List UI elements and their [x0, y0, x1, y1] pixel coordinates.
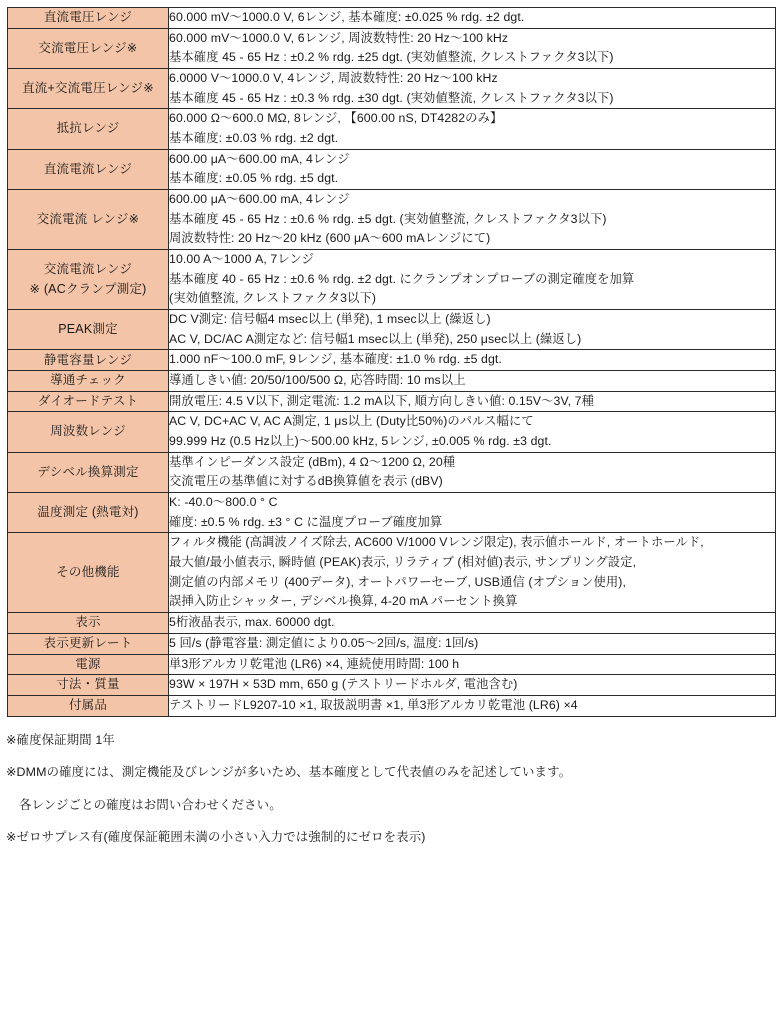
- spec-value-line: 交流電圧の基準値に対するdB換算値を表示 (dBV): [169, 474, 443, 489]
- spec-label-line: 導通チェック: [50, 373, 126, 388]
- spec-value-line: DC V測定: 信号幅4 msec以上 (単発), 1 msec以上 (繰返し): [169, 312, 491, 327]
- table-row: [8, 633, 776, 654]
- spec-value-cell: [169, 250, 776, 310]
- table-row: [8, 69, 776, 109]
- spec-value-cell: [169, 613, 776, 634]
- spec-label-line: 寸法・質量: [56, 677, 120, 692]
- spec-label-cell: [8, 8, 169, 29]
- spec-label-cell: [8, 250, 169, 310]
- specification-table: [7, 7, 776, 717]
- spec-value-cell: [169, 350, 776, 371]
- spec-label-line: 交流電流レンジ: [43, 262, 133, 277]
- spec-value-line: 93W × 197H × 53D mm, 650 g (テストリードホルダ, 電池含む): [169, 677, 518, 692]
- spec-label-cell: [8, 533, 169, 613]
- spec-label-cell: [8, 69, 169, 109]
- spec-label-line: PEAK測定: [58, 322, 118, 337]
- spec-label-cell: [8, 310, 169, 350]
- spec-label-line: デシベル換算測定: [37, 464, 139, 479]
- spec-value-line: AC V, DC/AC A測定など: 信号幅1 msec以上 (単発), 250 μsec以上 (繰返し): [169, 331, 582, 346]
- table-row: [8, 149, 776, 189]
- spec-label-line: 周波数レンジ: [50, 424, 126, 439]
- spec-label-line: その他機能: [56, 565, 120, 580]
- spec-label-line: 直流+交流電圧レンジ※: [22, 81, 154, 95]
- spec-label-line: ダイオードテスト: [37, 393, 139, 408]
- spec-value-line: 基本確度 45 - 65 Hz : ±0.6 % rdg. ±5 dgt. (実効値整流, クレストファクタ3以下): [169, 211, 607, 226]
- spec-label-cell: [8, 452, 169, 492]
- spec-value-line: テストリードL9207-10 ×1, 取扱説明書 ×1, 単3形アルカリ乾電池 (LR6) ×4: [169, 697, 578, 712]
- footnotes: [6, 731, 783, 847]
- spec-value-line: 60.000 Ω〜600.0 MΩ, 8レンジ, 【600.00 nS, DT4282のみ】: [169, 111, 503, 126]
- spec-value-line: 600.00 μA〜600.00 mA, 4レンジ: [169, 192, 350, 207]
- spec-value-line: 誤挿入防止シャッター, デシベル換算, 4-20 mA パーセント換算: [169, 594, 518, 609]
- spec-label-line: 付属品: [68, 697, 108, 712]
- spec-value-line: 10.00 A〜1000 A, 7レンジ: [169, 252, 314, 267]
- spec-value-cell: [169, 675, 776, 696]
- spec-value-line: 開放電圧: 4.5 V以下, 測定電流: 1.2 mA以下, 順方向しきい値: 0.15V〜3V, 7種: [169, 393, 594, 408]
- table-row: [8, 190, 776, 250]
- spec-value-line: (実効値整流, クレストファクタ3以下): [169, 291, 377, 306]
- table-row: [8, 695, 776, 716]
- spec-value-line: 1.000 nF〜100.0 mF, 9レンジ, 基本確度: ±1.0 % rdg. ±5 dgt.: [169, 352, 502, 367]
- table-row: [8, 109, 776, 149]
- spec-value-line: K: -40.0〜800.0 ° C: [169, 495, 278, 510]
- table-row: [8, 371, 776, 392]
- spec-label-cell: [8, 675, 169, 696]
- spec-value-cell: [169, 533, 776, 613]
- footnote-line: ※確度保証期間 1年: [6, 732, 115, 747]
- spec-value-line: 基本確度 45 - 65 Hz : ±0.3 % rdg. ±30 dgt. (実効値整流, クレストファクタ3以下): [169, 90, 614, 105]
- spec-value-line: 最大値/最小値表示, 瞬時値 (PEAK)表示, リラティブ (相対値)表示, サンプリング設定,: [169, 555, 637, 570]
- spec-value-line: 周波数特性: 20 Hz〜20 kHz (600 μA〜600 mAレンジにて): [169, 231, 491, 246]
- spec-value-cell: [169, 412, 776, 452]
- spec-value-line: 基本確度 45 - 65 Hz : ±0.2 % rdg. ±25 dgt. (実効値整流, クレストファクタ3以下): [169, 50, 614, 65]
- table-row: [8, 412, 776, 452]
- spec-label-cell: [8, 391, 169, 412]
- spec-value-line: 60.000 mV〜1000.0 V, 6レンジ, 周波数特性: 20 Hz〜100 kHz: [169, 30, 509, 45]
- spec-label-cell: [8, 28, 169, 68]
- spec-label-cell: [8, 149, 169, 189]
- spec-label-cell: [8, 613, 169, 634]
- spec-label-line: 静電容量レンジ: [43, 352, 133, 367]
- spec-value-line: 単3形アルカリ乾電池 (LR6) ×4, 連続使用時間: 100 h: [169, 656, 460, 671]
- spec-label-cell: [8, 412, 169, 452]
- spec-value-line: AC V, DC+AC V, AC A測定, 1 μs以上 (Duty比50%)のパルス幅にて: [169, 414, 534, 429]
- spec-label-cell: [8, 109, 169, 149]
- table-row: [8, 350, 776, 371]
- spec-value-cell: [169, 654, 776, 675]
- spec-label-cell: [8, 633, 169, 654]
- table-row: [8, 654, 776, 675]
- spec-value-cell: [169, 69, 776, 109]
- footnote-line: 各レンジごとの確度はお問い合わせください。: [19, 797, 282, 812]
- spec-value-cell: [169, 28, 776, 68]
- spec-label-line: ※ (ACクランプ測定): [29, 281, 147, 296]
- spec-value-line: 5 回/s (静電容量: 測定値により0.05〜2回/s, 温度: 1回/s): [169, 635, 479, 650]
- spec-value-cell: [169, 391, 776, 412]
- table-row: [8, 391, 776, 412]
- spec-value-cell: [169, 695, 776, 716]
- spec-label-line: 温度測定 (熱電対): [37, 505, 139, 520]
- spec-label-line: 表示: [75, 615, 101, 630]
- spec-value-cell: [169, 149, 776, 189]
- spec-value-line: 60.000 mV〜1000.0 V, 6レンジ, 基本確度: ±0.025 % rdg. ±2 dgt.: [169, 10, 525, 24]
- spec-label-cell: [8, 371, 169, 392]
- spec-value-cell: [169, 109, 776, 149]
- spec-value-cell: [169, 371, 776, 392]
- spec-label-line: 直流電圧レンジ: [43, 10, 133, 25]
- table-row: [8, 613, 776, 634]
- spec-label-line: 電源: [75, 656, 101, 671]
- table-row: [8, 452, 776, 492]
- spec-value-cell: [169, 8, 776, 29]
- spec-value-cell: [169, 493, 776, 533]
- table-row: [8, 8, 776, 29]
- spec-label-cell: [8, 190, 169, 250]
- spec-label-line: 直流電流レンジ: [43, 161, 133, 176]
- spec-value-line: 基本確度: ±0.05 % rdg. ±5 dgt.: [169, 171, 339, 186]
- footnote-line: ※ゼロサプレス有(確度保証範囲未満の小さい入力では強制的にゼロを表示): [6, 830, 426, 845]
- table-row: [8, 533, 776, 613]
- spec-value-line: 6.0000 V〜1000.0 V, 4レンジ, 周波数特性: 20 Hz〜100 kHz: [169, 71, 498, 86]
- table-row: [8, 28, 776, 68]
- table-row: [8, 493, 776, 533]
- specification-table-body: [8, 8, 776, 717]
- spec-value-line: 基準インピーダンス設定 (dBm), 4 Ω〜1200 Ω, 20種: [169, 454, 456, 469]
- spec-value-cell: [169, 310, 776, 350]
- table-row: [8, 250, 776, 310]
- spec-label-cell: [8, 493, 169, 533]
- spec-value-cell: [169, 190, 776, 250]
- spec-value-line: 基本確度: ±0.03 % rdg. ±2 dgt.: [169, 131, 339, 146]
- footnote-line: ※DMMの確度には、測定機能及びレンジが多いため、基本確度として代表値のみを記述しています。: [6, 765, 572, 780]
- spec-value-line: 600.00 μA〜600.00 mA, 4レンジ: [169, 151, 350, 166]
- spec-value-cell: [169, 633, 776, 654]
- spec-value-line: 基本確度 40 - 65 Hz : ±0.6 % rdg. ±2 dgt. にクランプオンプローブの測定確度を加算: [169, 271, 635, 286]
- spec-label-line: 交流電流 レンジ※: [36, 211, 140, 226]
- spec-value-line: 99.999 Hz (0.5 Hz以上)〜500.00 kHz, 5レンジ, ±0.005 % rdg. ±3 dgt.: [169, 434, 552, 449]
- spec-label-cell: [8, 695, 169, 716]
- spec-value-line: 5桁液晶表示, max. 60000 dgt.: [169, 615, 335, 630]
- spec-label-line: 表示更新レート: [43, 635, 133, 650]
- spec-label-line: 抵抗レンジ: [56, 121, 120, 136]
- spec-label-cell: [8, 350, 169, 371]
- spec-value-line: 測定値の内部メモリ (400データ), オートパワーセーブ, USB通信 (オプション使用),: [169, 574, 626, 589]
- spec-value-cell: [169, 452, 776, 492]
- spec-label-cell: [8, 654, 169, 675]
- spec-label-line: 交流電圧レンジ※: [38, 40, 138, 55]
- spec-value-line: 確度: ±0.5 % rdg. ±3 ° C に温度プローブ確度加算: [169, 514, 443, 529]
- spec-value-line: フィルタ機能 (高調波ノイズ除去, AC600 V/1000 Vレンジ限定), 表示値ホールド, オートホールド,: [169, 535, 704, 550]
- table-row: [8, 310, 776, 350]
- spec-sheet-page: [0, 7, 783, 1036]
- spec-value-line: 導通しきい値: 20/50/100/500 Ω, 応答時間: 10 ms以上: [169, 373, 466, 388]
- table-row: [8, 675, 776, 696]
